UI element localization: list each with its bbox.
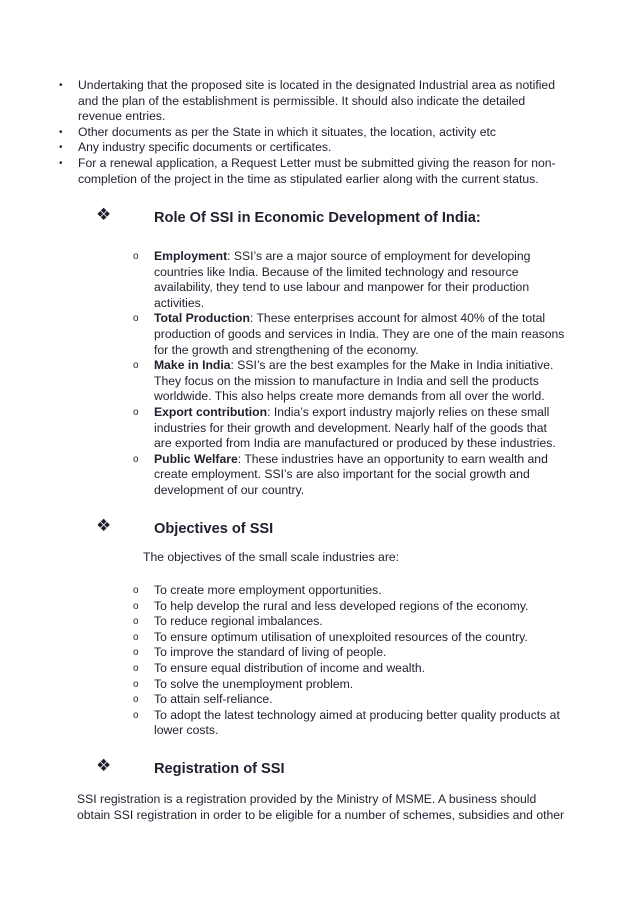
circle-bullet-icon: o	[133, 360, 139, 372]
circle-bullet-icon: o	[133, 694, 139, 706]
list-item-text: To solve the unemployment problem.	[154, 676, 354, 691]
list-item-text: To improve the standard of living of people.	[154, 645, 387, 660]
list-item-text: To reduce regional imbalances.	[154, 614, 323, 629]
list-item-text: For a renewal application, a Request Letter must be submitted giving the reason for non-completion of the project in the time as stipulated earlier along with the current status.	[78, 155, 556, 186]
term-description: : India’s export industry majorly relies on these small industries for their growth and development. Nearly half of the goods that are exported from India are manufactured or produced by these industries.	[154, 404, 556, 451]
list-item-text: To create more employment opportunities.	[154, 583, 382, 597]
list-item	[58, 78, 568, 125]
list-item	[133, 708, 565, 739]
list-item	[133, 630, 565, 646]
list-item	[133, 661, 565, 677]
circle-bullet-icon: o	[133, 406, 139, 418]
list-item	[133, 452, 565, 499]
diamond-icon: ❖	[96, 205, 112, 224]
objectives-intro: The objectives of the small scale industries are:	[143, 550, 400, 564]
list-item-text: Other documents as per the State in which it situates, the location, activity etc	[78, 124, 496, 139]
list-item-text: Any industry specific documents or certificates.	[78, 140, 332, 155]
objectives-list	[133, 583, 565, 739]
circle-bullet-icon: o	[133, 662, 139, 674]
list-item	[58, 156, 568, 187]
list-item	[133, 692, 565, 708]
list-item	[133, 614, 565, 630]
circle-bullet-icon: o	[133, 251, 139, 262]
section-title: Registration of SSI	[154, 761, 285, 777]
list-item	[133, 645, 565, 661]
term-description: : SSI’s are the best examples for the Make in India initiative. They focus on the mission to manufacture in India and sell the products worldwide. This also helps create more demands from all over the world.	[154, 358, 554, 404]
section-title: Role Of SSI in Economic Development of India:	[154, 210, 481, 226]
circle-bullet-icon: o	[133, 709, 139, 721]
circle-bullet-icon: o	[133, 453, 139, 465]
term: Export contribution	[154, 404, 268, 419]
circle-bullet-icon: o	[133, 678, 139, 690]
term: Public Welfare	[154, 451, 238, 466]
diamond-icon: ❖	[96, 756, 112, 775]
list-item-text: To ensure optimum utilisation of unexploited resources of the country.	[154, 629, 528, 644]
bullet-icon: •	[59, 142, 63, 154]
term: Employment	[154, 249, 228, 263]
bullet-icon: •	[59, 126, 63, 138]
list-item	[58, 125, 568, 141]
list-item	[133, 358, 565, 405]
list-item	[58, 140, 568, 156]
requirements-list	[58, 78, 568, 187]
list-item	[133, 311, 565, 358]
circle-bullet-icon: o	[133, 313, 139, 325]
term: Total Production	[154, 311, 250, 326]
circle-bullet-icon: o	[133, 647, 139, 659]
registration-paragraph: SSI registration is a registration provided by the Ministry of MSME. A business should obtain SSI registration in order to be eligible for a number of schemes, subsidies and other	[77, 792, 565, 822]
list-item	[133, 677, 565, 693]
section-title: Objectives of SSI	[154, 521, 274, 537]
list-item	[133, 405, 565, 452]
list-item-text: To help develop the rural and less developed regions of the economy.	[154, 598, 529, 613]
list-item-text: Undertaking that the proposed site is located in the designated Industrial area as notified and the plan of the establishment is permissible. It should also indicate the detailed revenue entries.	[78, 78, 555, 124]
list-item	[133, 249, 565, 311]
list-item	[133, 583, 565, 599]
circle-bullet-icon: o	[133, 631, 139, 643]
term-description: : These enterprises account for almost 40% of the total production of goods and services in India. They are one of the main reasons for the growth and strengthening of the economy.	[154, 311, 565, 357]
list-item-text: To attain self-reliance.	[154, 692, 273, 707]
role-list	[133, 249, 565, 499]
term: Make in India	[154, 358, 231, 373]
list-item	[133, 599, 565, 615]
circle-bullet-icon: o	[133, 616, 139, 628]
list-item-text: To adopt the latest technology aimed at producing better quality products at lower costs.	[154, 707, 560, 738]
bullet-icon: •	[59, 80, 63, 91]
term-description: : These industries have an opportunity to earn wealth and create employment. SSI’s are also important for the social growth and development of our country.	[154, 451, 548, 497]
term-description: : SSI’s are a major source of employment for developing countries like India. Because of the limited technology and resource availability, they tend to use labour and manpower for their production activities.	[154, 249, 531, 310]
list-item-text: To ensure equal distribution of income and wealth.	[154, 660, 425, 675]
circle-bullet-icon: o	[133, 600, 139, 612]
circle-bullet-icon: o	[133, 585, 139, 596]
bullet-icon: •	[59, 157, 63, 169]
diamond-icon: ❖	[96, 516, 112, 535]
